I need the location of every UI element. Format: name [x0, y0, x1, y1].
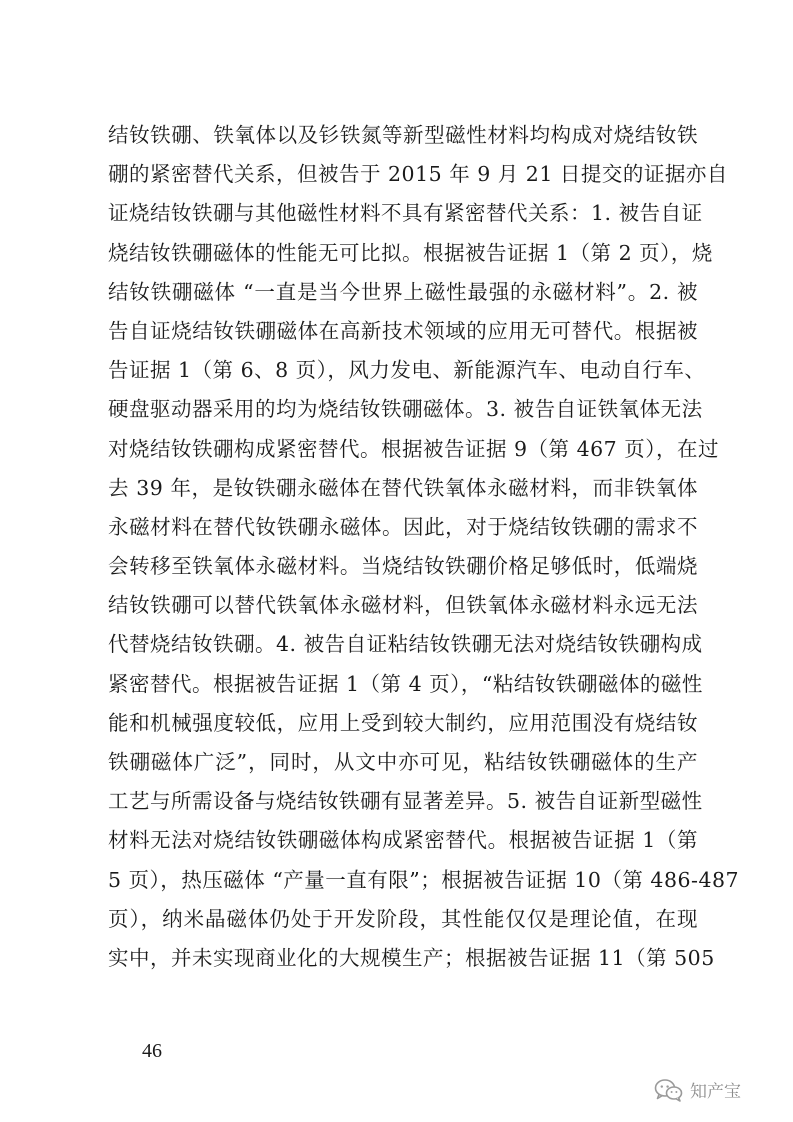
- wechat-icon: [654, 1078, 684, 1102]
- document-body: [108, 116, 740, 978]
- text-line: 硼的紧密替代关系，但被告于 2015 年 9 月 21 日提交的证据亦自: [108, 162, 728, 187]
- text-line: 硬盘驱动器采用的均为烧结钕铁硼磁体。3. 被告自证铁氧体无法: [108, 397, 703, 422]
- text-line: 页），纳米晶磁体仍处于开发阶段，其性能仅仅是理论值，在现: [108, 906, 698, 931]
- text-line: 代替烧结钕铁硼。4. 被告自证粘结钕铁硼无法对烧结钕铁硼构成: [108, 632, 703, 657]
- watermark-text: 知产宝: [690, 1082, 741, 1102]
- text-line: 对烧结钕铁硼构成紧密替代。根据被告证据 9（第 467 页），在过: [108, 436, 719, 461]
- text-line: 紧密替代。根据被告证据 1（第 4 页），“粘结钕铁硼磁体的磁性: [108, 671, 703, 696]
- text-line: 结钕铁硼可以替代铁氧体永磁材料，但铁氧体永磁材料永远无法: [108, 593, 698, 618]
- text-line: 告自证烧结钕铁硼磁体在高新技术领域的应用无可替代。根据被: [108, 318, 698, 343]
- text-line: 告证据 1（第 6、8 页），风力发电、新能源汽车、电动自行车、: [108, 358, 706, 383]
- text-line: 烧结钕铁硼磁体的性能无可比拟。根据被告证据 1（第 2 页），烧: [108, 240, 713, 265]
- text-line: 结钕铁硼磁体 “一直是当今世界上磁性最强的永磁材料”。2. 被: [108, 279, 698, 304]
- text-line: 实中，并未实现商业化的大规模生产；根据被告证据 11（第 505: [108, 945, 715, 970]
- text-line: 结钕铁硼、铁氧体以及钐铁氮等新型磁性材料均构成对烧结钕铁: [108, 123, 698, 147]
- text-line: 铁硼磁体广泛”，同时，从文中亦可见，粘结钕铁硼磁体的生产: [108, 750, 698, 774]
- page-number: 46: [142, 1040, 162, 1062]
- text-line: 能和机械强度较低，应用上受到较大制约，应用范围没有烧结钕: [108, 710, 698, 735]
- text-line: 永磁材料在替代钕铁硼永磁体。因此，对于烧结钕铁硼的需求不: [108, 514, 698, 539]
- text-line: 证烧结钕铁硼与其他磁性材料不具有紧密替代关系：1. 被告自证: [108, 201, 703, 226]
- watermark: [654, 1077, 741, 1102]
- text-line: 会转移至铁氧体永磁材料。当烧结钕铁硼价格足够低时，低端烧: [108, 554, 698, 579]
- text-line: 材料无法对烧结钕铁硼磁体构成紧密替代。根据被告证据 1（第: [108, 828, 698, 853]
- text-line: 5 页），热压磁体 “产量一直有限”；根据被告证据 10（第 486-487: [108, 867, 740, 892]
- text-line: 去 39 年，是钕铁硼永磁体在替代铁氧体永磁材料，而非铁氧体: [108, 475, 698, 500]
- text-line: 工艺与所需设备与烧结钕铁硼有显著差异。5. 被告自证新型磁性: [108, 789, 703, 814]
